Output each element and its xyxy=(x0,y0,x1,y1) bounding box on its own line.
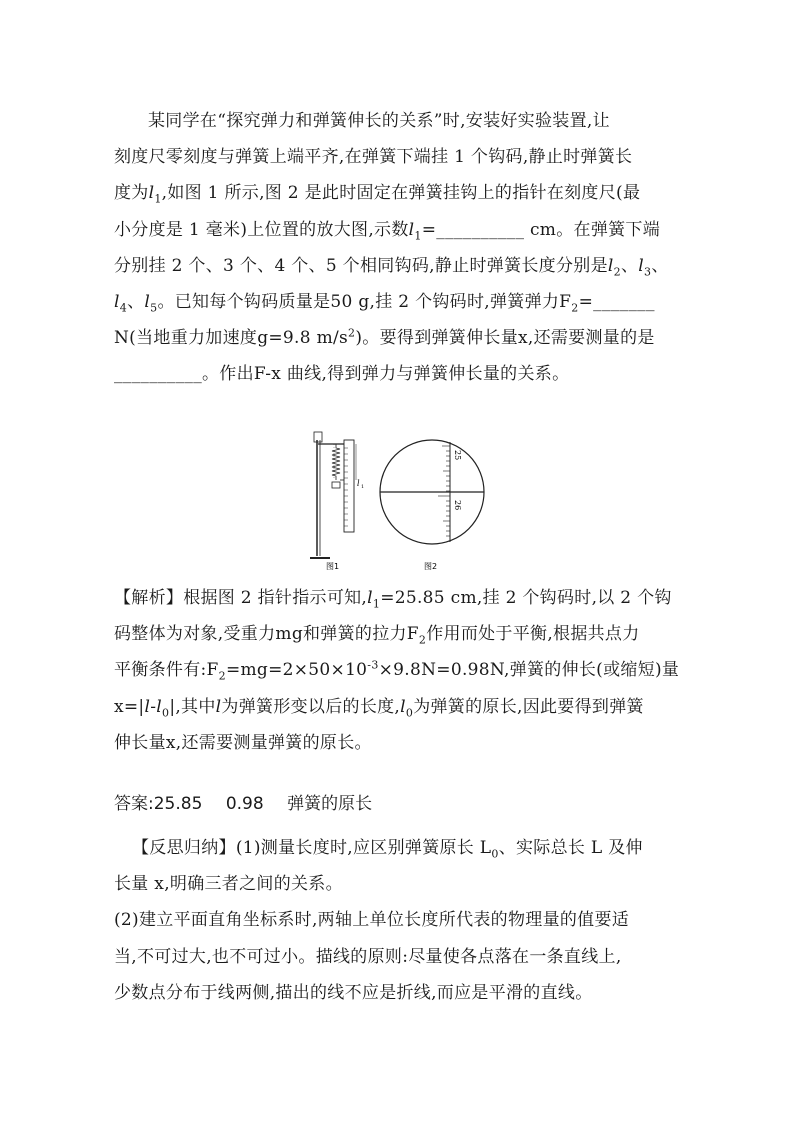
reflection-tag: 【反思归纳】 xyxy=(132,838,236,858)
figure2-magnified-view xyxy=(380,440,484,570)
tick-label-26: 26 xyxy=(453,500,462,511)
figure-svg xyxy=(300,430,500,570)
answer-value-1: 答案:25.85 xyxy=(114,794,203,814)
figure1-caption: 图1 xyxy=(326,562,340,570)
tick-label-25: 25 xyxy=(453,450,462,461)
label-l1: l xyxy=(357,479,360,488)
reflection-paragraph: 【反思归纳】(1)测量长度时,应区别弹簧原长 $L_0$、实际总长 L 及伸 长量 x,明确三者之间的关系。 (2)建立平面直角坐标系时,两轴上单位长度所代表的物理量的值要适 当,不可过大,也不可过小。描线的原则:尽量使各点落在一条直线上, 少数点分布于线两侧,描出的线不应是折线,而应是平滑的直线。 xyxy=(114,838,643,1003)
answer-value-2: 0.98 xyxy=(225,794,264,814)
question-paragraph: 某同学在“探究弹力和弹簧伸长的关系”时,安装好实验装置,让 刻度尺零刻度与弹簧上端平齐,在弹簧下端挂 1 个钩码,静止时弹簧长 度为$l_1$,如图 1 所示,图 2 是此时固定在弹簧挂钩上的指针在刻度尺(最 小分度是 1 毫米)上位置的放大图,示数$l_1=\_\_\_\_\_\_\_\_\_\_$ cm。在弹簧下端 分别挂 2 个、3 个、4 个、5 个相同钩码,静止时弹簧长度分别是$l_2$、$l_3$、 $l_4$、$l_5$。已知每个钩码质量是50 g,挂 2 个钩码时,弹簧弹力$F_2=\_\_\_\_\_\_\_$ N(当地重力加速度g=9.8 $m/s^2$)。要得到弹簧伸长量x,还需要测量的是 __________。作出F-x 曲线,得到弹力与弹簧伸长量的关系。 xyxy=(114,111,669,385)
experiment-figure xyxy=(300,430,500,570)
figure2-caption: 图2 xyxy=(424,562,438,570)
answer-value-3: 弹簧的原长 xyxy=(287,794,373,814)
analysis-tag: 【解析】 xyxy=(114,588,184,608)
svg-text:1: 1 xyxy=(361,484,365,490)
analysis-paragraph: 【解析】根据图 2 指针指示可知$,l_1=25.85$ cm,挂 2 个钩码时,以 2 个钩 码整体为对象,受重力mg和弹簧的拉力$F_2$作用而处于平衡,根据共点力 平衡条件有$:F_2=mg=2\times 50\times 10^{-3}\times 9.8N=0.98N$,弹簧的伸长(或缩短)量 $x=|l-l_0|$,其中l为弹簧形变以后的长度$,l_0$为弹簧的原长,因此要得到弹簧 伸长量x,还需要测量弹簧的原长。 xyxy=(114,588,680,753)
answer-line xyxy=(114,786,682,822)
figure1-apparatus xyxy=(310,432,364,570)
